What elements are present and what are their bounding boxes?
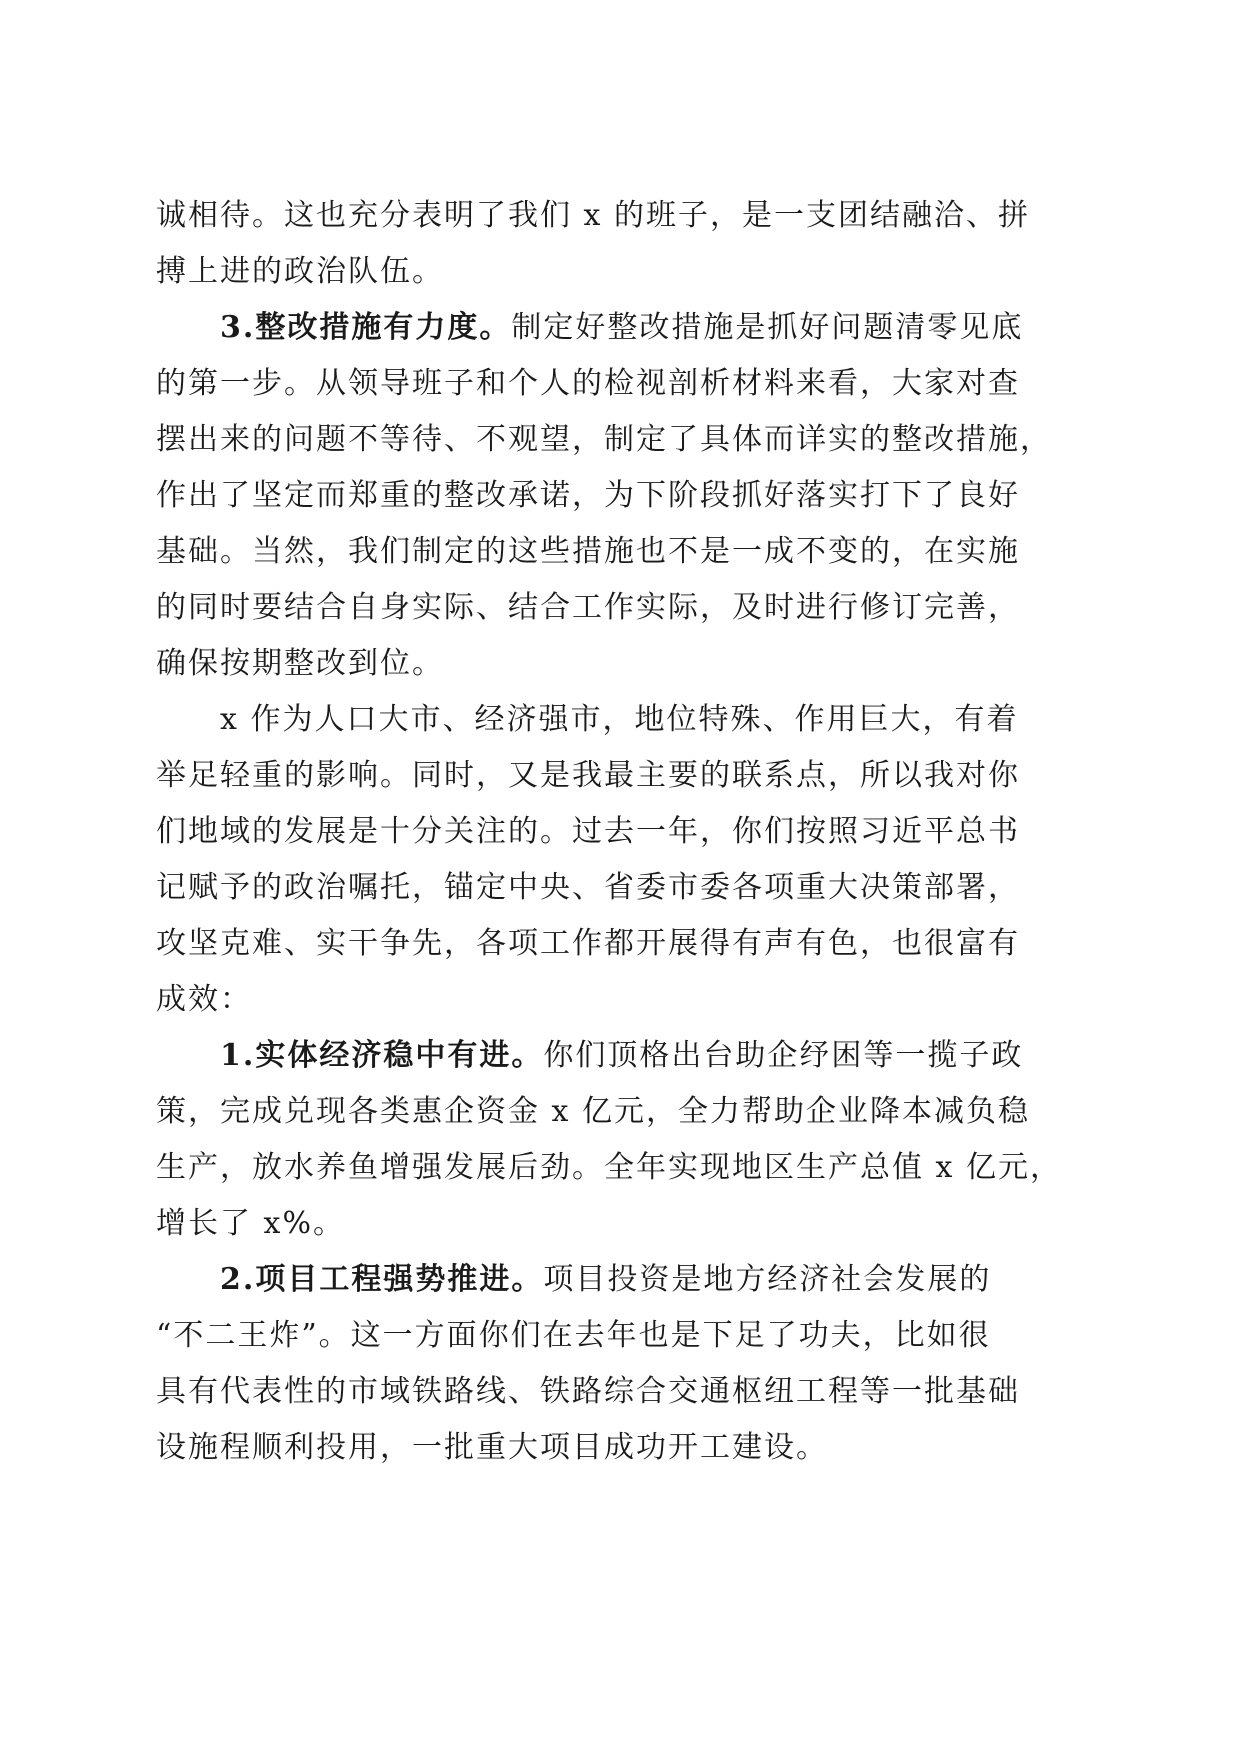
text-line xyxy=(156,580,1086,636)
text-line xyxy=(156,1420,1086,1476)
line-text: 策，完成兑现各类惠企资金 x 亿元，全力帮助企业降本减负稳 xyxy=(156,1094,1030,1129)
line-text: 设施程顺利投用，一批重大项目成功开工建设。 xyxy=(156,1430,828,1465)
document-body xyxy=(156,188,1086,1476)
text-line xyxy=(156,1028,1086,1084)
line-text: 生产，放水养鱼增强发展后劲。全年实现地区生产总值 x 亿元， xyxy=(156,1150,1062,1185)
line-text: 摆出来的问题不等待、不观望，制定了具体而详实的整改措施， xyxy=(156,422,1052,457)
text-line xyxy=(156,1140,1086,1196)
line-text: 增长了 x%。 xyxy=(156,1206,345,1241)
section-heading: 3.整改措施有力度。 xyxy=(220,310,512,345)
line-text: 你们顶格出台助企纾困等一揽子政 xyxy=(543,1038,1024,1073)
text-line xyxy=(156,300,1086,356)
line-text: 确保按期整改到位。 xyxy=(156,646,444,681)
text-line xyxy=(156,692,1086,748)
text-line xyxy=(156,356,1086,412)
line-text: 攻坚克难、实干争先，各项工作都开展得有声有色，也很富有 xyxy=(156,926,1020,961)
text-line xyxy=(156,1252,1086,1308)
line-text: 制定好整改措施是抓好问题清零见底 xyxy=(511,310,1024,345)
text-line xyxy=(156,860,1086,916)
text-line xyxy=(156,188,1086,244)
text-line xyxy=(156,1196,1086,1252)
line-text: x 作为人口大市、经济强市，地位特殊、作用巨大，有着 xyxy=(220,702,1019,737)
line-text: 项目投资是地方经济社会发展的 xyxy=(543,1262,992,1297)
line-text: 记赋予的政治嘱托，锚定中央、省委市委各项重大决策部署， xyxy=(156,870,1020,905)
line-text: 搏上进的政治队伍。 xyxy=(156,254,444,289)
text-line xyxy=(156,916,1086,972)
line-text: 诚相待。这也充分表明了我们 x 的班子，是一支团结融洽、拼 xyxy=(156,198,1030,233)
text-line xyxy=(156,804,1086,860)
text-line xyxy=(156,524,1086,580)
text-line xyxy=(156,412,1086,468)
text-line xyxy=(156,244,1086,300)
section-heading: 1.实体经济稳中有进。 xyxy=(220,1038,544,1073)
text-line xyxy=(156,468,1086,524)
section-heading: 2.项目工程强势推进。 xyxy=(220,1262,544,1297)
line-text: 们地域的发展是十分关注的。过去一年，你们按照习近平总书 xyxy=(156,814,1020,849)
line-text: 基础。当然，我们制定的这些措施也不是一成不变的，在实施 xyxy=(156,534,1020,569)
line-text: 举足轻重的影响。同时，又是我最主要的联系点，所以我对你 xyxy=(156,758,1020,793)
text-line xyxy=(156,1084,1086,1140)
line-text: 成效： xyxy=(156,982,252,1017)
text-line xyxy=(156,1364,1086,1420)
line-text: “不二王炸”。这一方面你们在去年也是下足了功夫，比如很 xyxy=(156,1318,991,1353)
text-line xyxy=(156,972,1086,1028)
line-text: 作出了坚定而郑重的整改承诺，为下阶段抓好落实打下了良好 xyxy=(156,478,1020,513)
line-text: 的同时要结合自身实际、结合工作实际，及时进行修订完善， xyxy=(156,590,1020,625)
line-text: 的第一步。从领导班子和个人的检视剖析材料来看，大家对查 xyxy=(156,366,1020,401)
text-line xyxy=(156,748,1086,804)
line-text: 具有代表性的市域铁路线、铁路综合交通枢纽工程等一批基础 xyxy=(156,1374,1020,1409)
text-line xyxy=(156,636,1086,692)
text-line xyxy=(156,1308,1086,1364)
